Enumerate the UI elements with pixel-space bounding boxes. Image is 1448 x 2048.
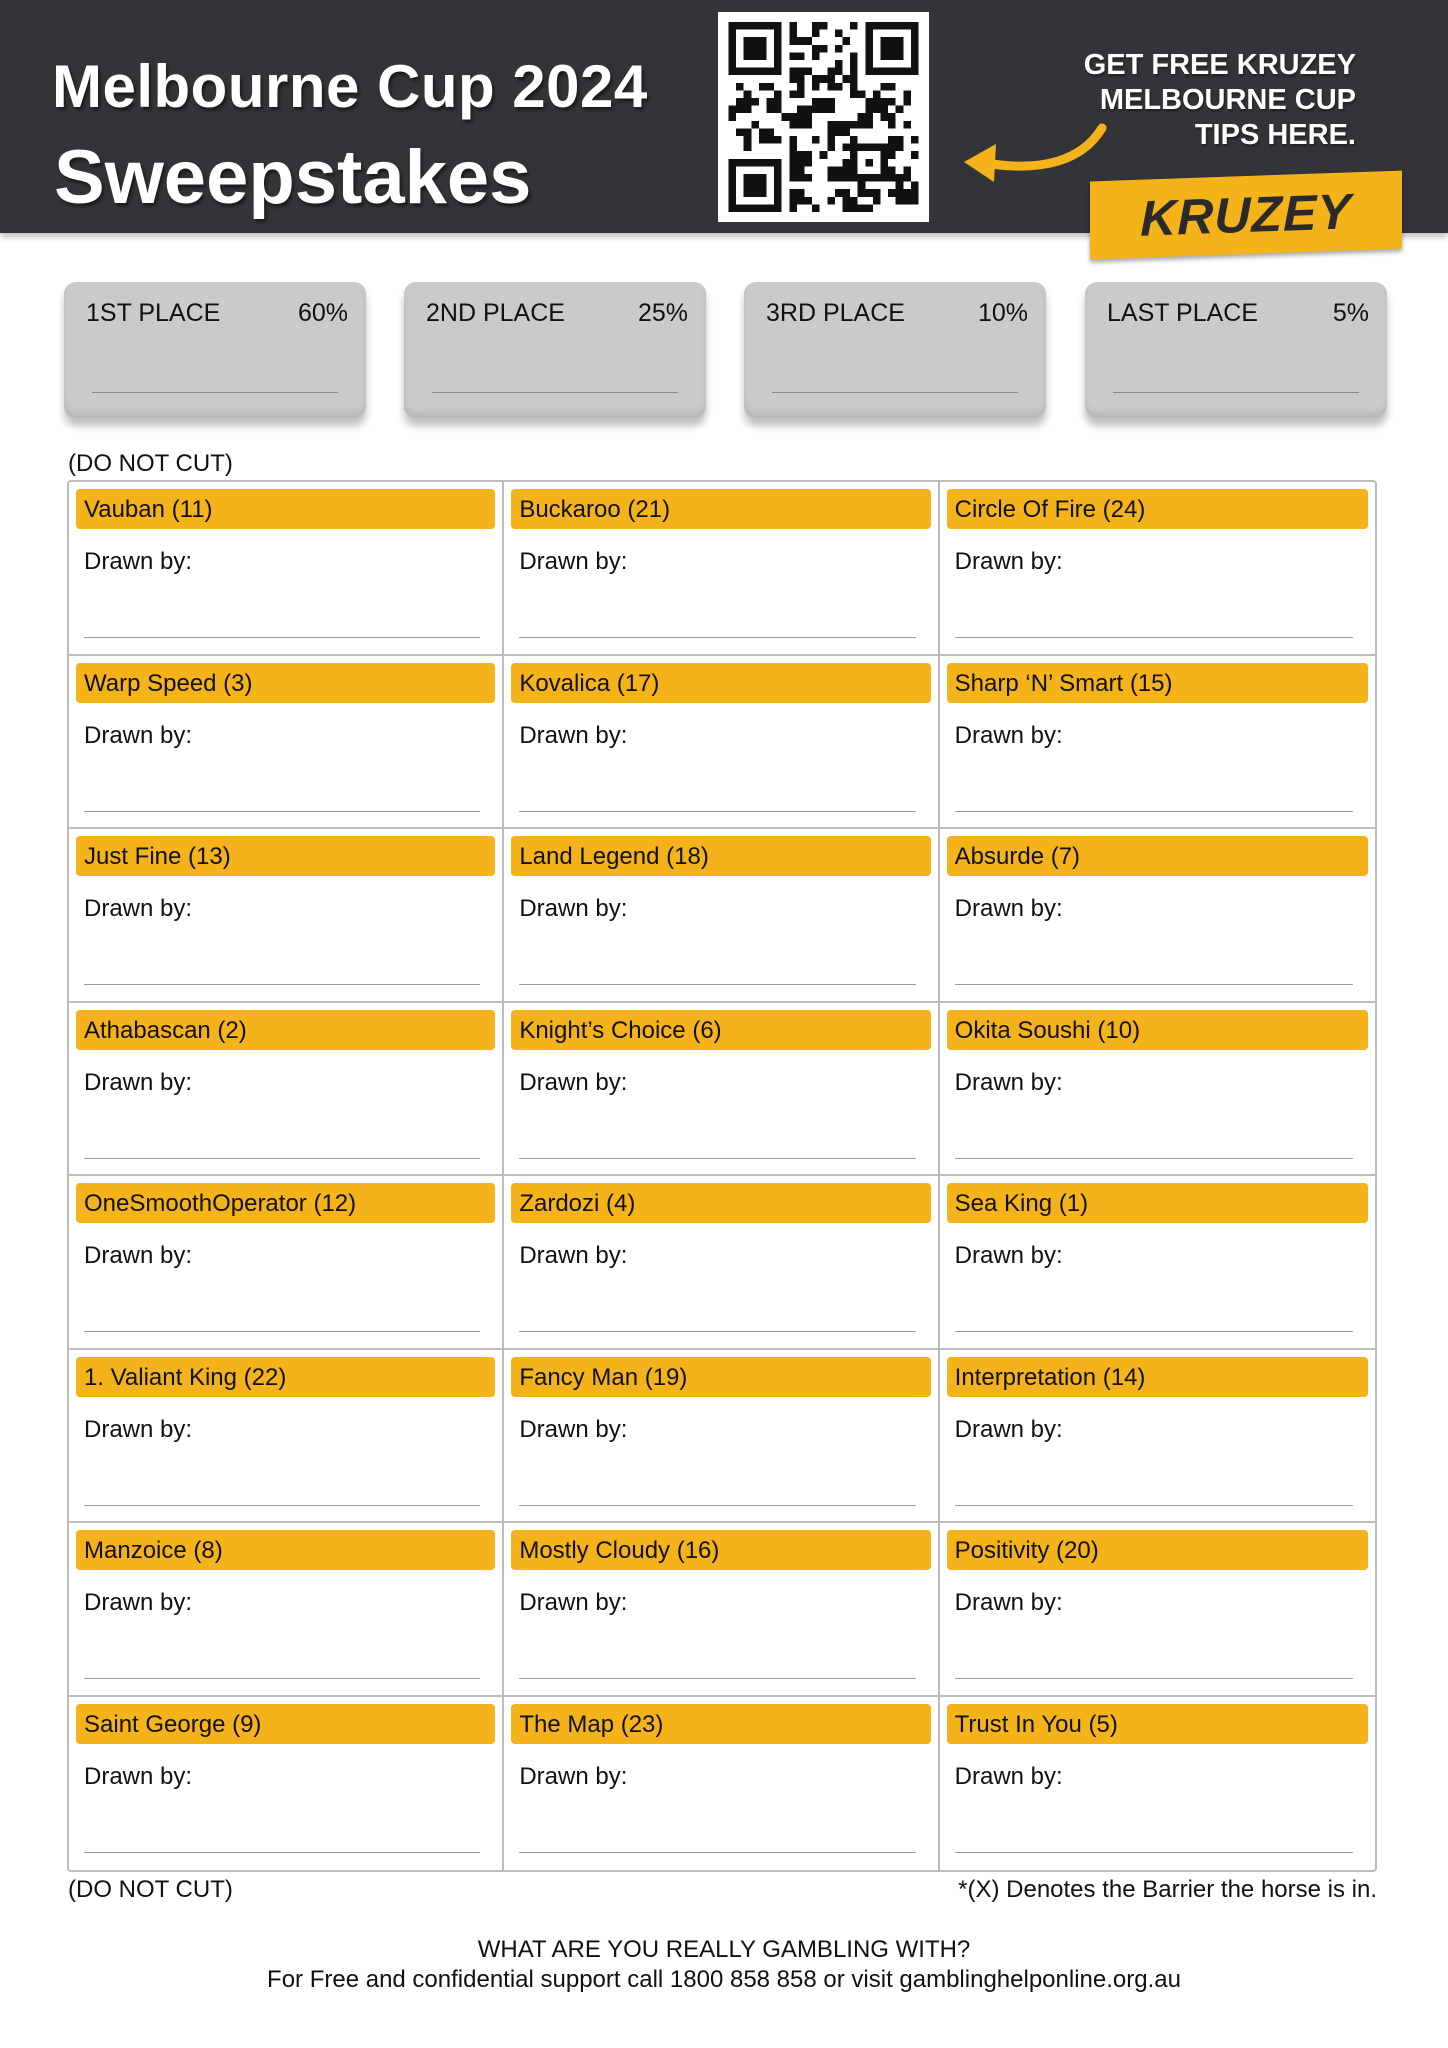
horse-card (940, 1176, 1375, 1350)
promo-line: GET FREE KRUZEY (1083, 49, 1356, 81)
horse-card (940, 1697, 1375, 1871)
horse-name: Warp Speed (3) (76, 663, 495, 703)
horse-name: 1. Valiant King (22) (76, 1357, 495, 1397)
prize-box-2nd (404, 282, 706, 418)
horse-card (69, 482, 504, 656)
qr-code-icon (728, 22, 919, 212)
horse-card (940, 1003, 1375, 1177)
drawn-by-line[interactable] (955, 637, 1353, 638)
horse-card (940, 1350, 1375, 1524)
drawn-by-label: Drawn by: (954, 1589, 1063, 1616)
prize-name-line (1113, 392, 1359, 393)
barrier-note: *(X) Denotes the Barrier the horse is in. (958, 1876, 1377, 1903)
drawn-by-label: Drawn by: (84, 548, 193, 575)
drawn-by-line[interactable] (84, 1158, 480, 1159)
drawn-by-line[interactable] (519, 984, 915, 985)
horse-card (504, 1176, 939, 1350)
drawn-by-label: Drawn by: (954, 548, 1063, 575)
horse-card (504, 1003, 939, 1177)
drawn-by-line[interactable] (955, 984, 1353, 985)
prize-name-line (772, 392, 1018, 393)
horse-name: Just Fine (13) (76, 836, 495, 876)
promo-line: MELBOURNE CUP (1099, 84, 1356, 116)
drawn-by-label: Drawn by: (519, 1762, 628, 1790)
horse-card (940, 482, 1375, 656)
horse-name: Positivity (20) (947, 1530, 1368, 1570)
horse-name: The Map (23) (511, 1704, 930, 1744)
horse-name: Mostly Cloudy (16) (511, 1530, 930, 1570)
drawn-by-label: Drawn by: (84, 721, 193, 749)
tips-promo[interactable] (996, 48, 1356, 153)
drawn-by-label: Drawn by: (84, 1762, 193, 1790)
horse-card (69, 656, 504, 830)
drawn-by-label: Drawn by: (954, 1762, 1063, 1790)
horse-name: Buckaroo (21) (511, 489, 930, 529)
prize-name-line (432, 392, 678, 393)
horse-card (504, 829, 939, 1003)
drawn-by-line[interactable] (519, 1505, 915, 1506)
prize-box-1st (64, 282, 366, 418)
drawn-by-line[interactable] (84, 811, 480, 812)
qr-code[interactable] (718, 12, 929, 222)
prize-percent: 10% (977, 299, 1028, 327)
horse-card (69, 829, 504, 1003)
drawn-by-line[interactable] (955, 811, 1353, 812)
horse-card (504, 656, 939, 830)
horse-card (69, 1523, 504, 1697)
promo-line: TIPS HERE. (1194, 119, 1356, 151)
drawn-by-line[interactable] (519, 1158, 915, 1159)
horse-card (940, 656, 1375, 830)
drawn-by-label: Drawn by: (84, 1242, 193, 1269)
horse-card (504, 1350, 939, 1524)
drawn-by-label: Drawn by: (519, 1415, 628, 1443)
gambling-warning: WHAT ARE YOU REALLY GAMBLING WITH? (477, 1936, 971, 1963)
horse-card (504, 1697, 939, 1871)
horse-name: Knight’s Choice (6) (511, 1010, 930, 1050)
prize-box-3rd (744, 282, 1046, 418)
horse-card (940, 1523, 1375, 1697)
horse-card (69, 1350, 504, 1524)
drawn-by-label: Drawn by: (519, 1589, 628, 1616)
horse-name: Athabascan (2) (76, 1010, 495, 1050)
horse-card (504, 1523, 939, 1697)
horse-name: Saint George (9) (76, 1704, 495, 1744)
drawn-by-label: Drawn by: (84, 1415, 193, 1443)
drawn-by-line[interactable] (84, 1331, 480, 1332)
horse-name: Absurde (7) (947, 836, 1368, 876)
drawn-by-line[interactable] (955, 1678, 1353, 1679)
do-not-cut-note: (DO NOT CUT) (68, 1876, 233, 1903)
horse-name: Land Legend (18) (511, 836, 930, 876)
prize-name-line (92, 392, 338, 393)
prize-place: 2ND PLACE (426, 299, 565, 327)
horse-name: Zardozi (4) (511, 1183, 930, 1223)
drawn-by-line[interactable] (84, 984, 480, 985)
drawn-by-label: Drawn by: (84, 1589, 193, 1616)
kruzey-logo[interactable] (1090, 171, 1402, 260)
drawn-by-line[interactable] (84, 637, 480, 638)
drawn-by-line[interactable] (84, 1852, 480, 1853)
prize-percent: 60% (297, 299, 348, 327)
drawn-by-line[interactable] (84, 1505, 480, 1506)
drawn-by-label: Drawn by: (519, 721, 628, 749)
horse-card (940, 829, 1375, 1003)
drawn-by-label: Drawn by: (954, 721, 1063, 749)
do-not-cut-note: (DO NOT CUT) (68, 450, 233, 477)
sweepstakes-grid (67, 480, 1377, 1872)
prize-percent: 25% (637, 299, 688, 327)
logo-text: KRUZEY (1140, 183, 1352, 247)
horse-name: OneSmoothOperator (12) (76, 1183, 495, 1223)
horse-name: Vauban (11) (76, 489, 495, 529)
drawn-by-label: Drawn by: (954, 1415, 1063, 1443)
prize-place: 3RD PLACE (766, 299, 905, 327)
page-title: Melbourne Cup 2024 (52, 53, 648, 120)
prize-percent: 5% (1332, 299, 1369, 327)
drawn-by-label: Drawn by: (84, 895, 193, 922)
prize-place: 1ST PLACE (86, 299, 221, 327)
drawn-by-line[interactable] (519, 811, 915, 812)
horse-card (69, 1697, 504, 1871)
drawn-by-line[interactable] (955, 1505, 1353, 1506)
horse-name: Sea King (1) (947, 1183, 1368, 1223)
support-info: For Free and confidential support call 1800 858 858 or visit gamblinghelponline.org.au (267, 1966, 1181, 1993)
drawn-by-line[interactable] (519, 637, 915, 638)
drawn-by-line[interactable] (955, 1158, 1353, 1159)
drawn-by-label: Drawn by: (519, 895, 628, 922)
drawn-by-line[interactable] (84, 1678, 480, 1679)
drawn-by-label: Drawn by: (954, 1242, 1063, 1269)
page-subtitle: Sweepstakes (54, 135, 532, 220)
drawn-by-line[interactable] (955, 1331, 1353, 1332)
drawn-by-line[interactable] (519, 1331, 915, 1332)
drawn-by-label: Drawn by: (519, 548, 628, 575)
prize-place: LAST PLACE (1107, 299, 1259, 327)
horse-name: Okita Soushi (10) (947, 1010, 1368, 1050)
drawn-by-label: Drawn by: (954, 1068, 1063, 1096)
horse-name: Kovalica (17) (511, 663, 930, 703)
drawn-by-label: Drawn by: (954, 895, 1063, 922)
drawn-by-label: Drawn by: (519, 1068, 628, 1096)
drawn-by-line[interactable] (519, 1678, 915, 1679)
horse-card (69, 1003, 504, 1177)
horse-card (69, 1176, 504, 1350)
horse-name: Manzoice (8) (76, 1530, 495, 1570)
horse-name: Circle Of Fire (24) (947, 489, 1368, 529)
horse-name: Trust In You (5) (947, 1704, 1368, 1744)
horse-card (504, 482, 939, 656)
drawn-by-line[interactable] (955, 1852, 1353, 1853)
horse-name: Interpretation (14) (947, 1357, 1368, 1397)
prize-box-last (1085, 282, 1387, 418)
horse-name: Sharp ‘N’ Smart (15) (947, 663, 1368, 703)
horse-name: Fancy Man (19) (511, 1357, 930, 1397)
drawn-by-line[interactable] (519, 1852, 915, 1853)
drawn-by-label: Drawn by: (84, 1068, 193, 1096)
drawn-by-label: Drawn by: (519, 1242, 628, 1269)
